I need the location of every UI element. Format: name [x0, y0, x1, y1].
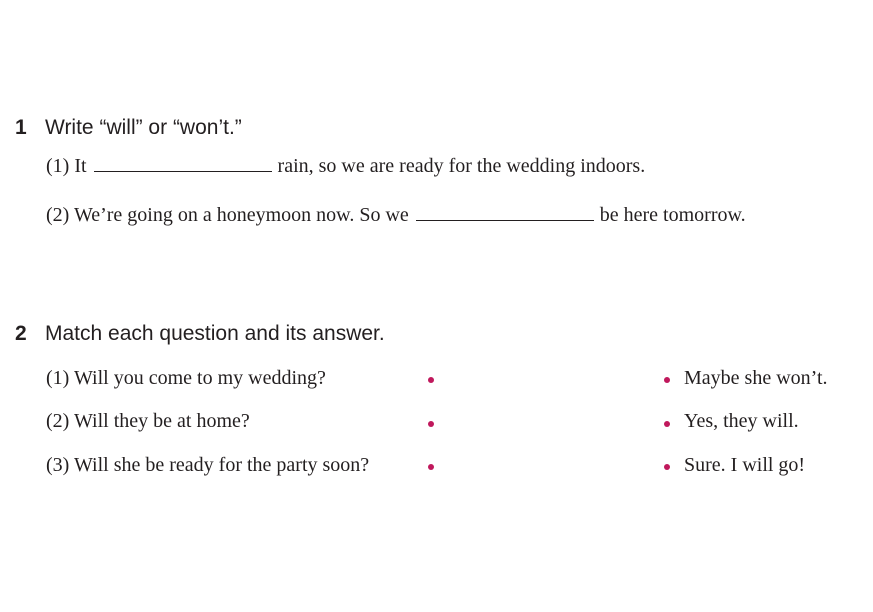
- question-1-text-after: rain, so we are ready for the wedding indoors.: [277, 155, 646, 177]
- match-answer-1: Maybe she won’t.: [684, 367, 828, 389]
- match-answer-2: Yes, they will.: [684, 410, 799, 432]
- match-question-3: (3) Will she be ready for the party soon?: [46, 454, 370, 476]
- exercise-1-question-1: [46, 153, 645, 178]
- section-2-heading: [15, 322, 385, 346]
- question-2-text-after: be here tomorrow.: [599, 204, 746, 226]
- answer-1-connector-dot[interactable]: [664, 377, 670, 383]
- question-1-text-before: (1) It: [46, 155, 87, 177]
- answer-2-connector-dot[interactable]: [664, 421, 670, 427]
- section-2-number: 2: [15, 322, 27, 345]
- section-1-title: Write “will” or “won’t.”: [45, 116, 242, 139]
- answer-blank-1[interactable]: [94, 153, 272, 172]
- match-answer-3: Sure. I will go!: [684, 454, 806, 476]
- question-1-connector-dot[interactable]: [428, 377, 434, 383]
- question-3-connector-dot[interactable]: [428, 464, 434, 470]
- match-question-2: (2) Will they be at home?: [46, 410, 250, 432]
- section-1-number: 1: [15, 116, 27, 139]
- section-2-title: Match each question and its answer.: [45, 322, 385, 345]
- exercise-1-question-2: [46, 202, 746, 227]
- question-2-connector-dot[interactable]: [428, 421, 434, 427]
- question-2-text-before: (2) We’re going on a honeymoon now. So we: [46, 204, 409, 226]
- answer-3-connector-dot[interactable]: [664, 464, 670, 470]
- match-question-1: (1) Will you come to my wedding?: [46, 367, 326, 389]
- answer-blank-2[interactable]: [416, 202, 594, 221]
- section-1-heading: [15, 116, 242, 140]
